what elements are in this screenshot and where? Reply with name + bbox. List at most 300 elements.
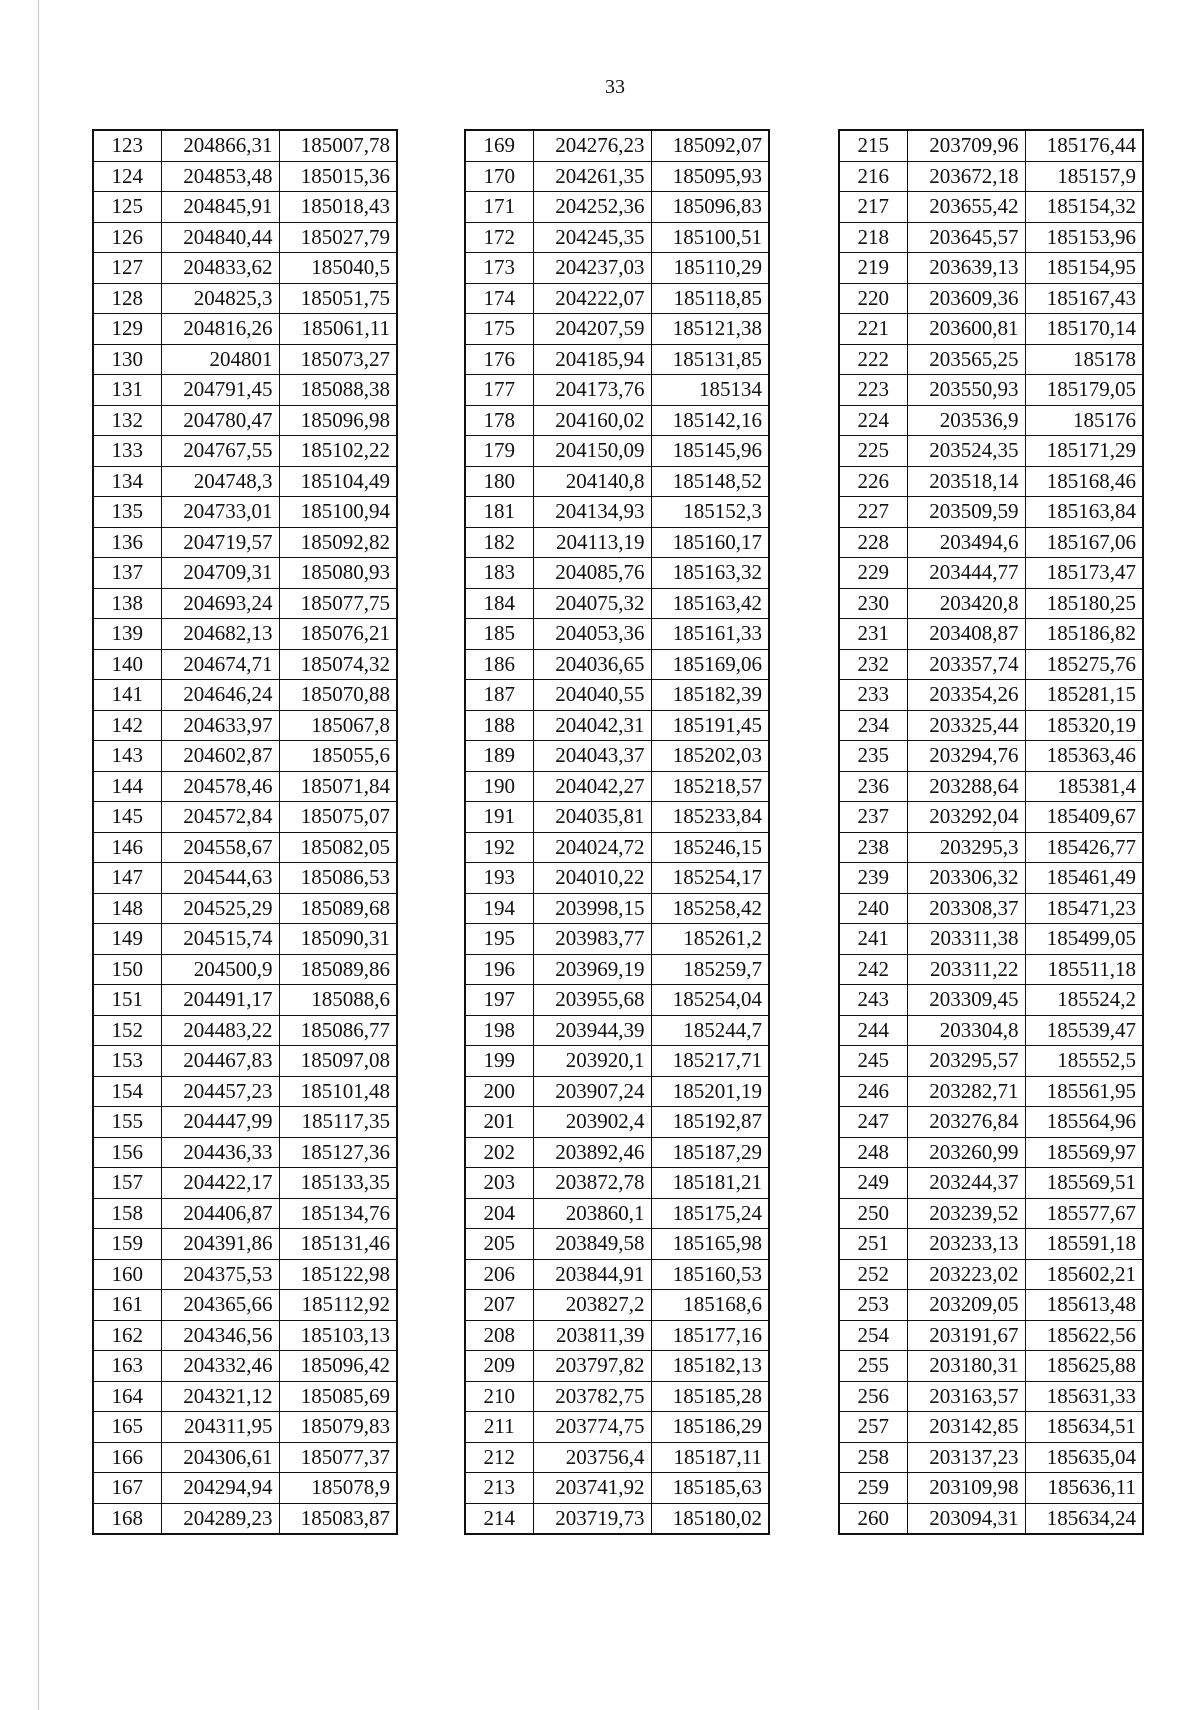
x-coordinate-cell: 203311,38: [907, 924, 1025, 955]
x-coordinate-cell: 203983,77: [533, 924, 651, 955]
y-coordinate-cell: 185160,17: [651, 527, 769, 558]
y-coordinate-cell: 185613,48: [1025, 1290, 1143, 1321]
point-number-cell: 198: [465, 1015, 533, 1046]
x-coordinate-cell: 204682,13: [161, 619, 279, 650]
x-coordinate-cell: 203354,26: [907, 680, 1025, 711]
x-coordinate-cell: 203524,35: [907, 436, 1025, 467]
table-row: [465, 802, 769, 833]
y-coordinate-cell: 185027,79: [279, 222, 397, 253]
point-number-cell: 126: [93, 222, 161, 253]
x-coordinate-cell: 203827,2: [533, 1290, 651, 1321]
table-row: [465, 924, 769, 955]
table-row: [465, 832, 769, 863]
y-coordinate-cell: 185187,29: [651, 1137, 769, 1168]
y-coordinate-cell: 185261,2: [651, 924, 769, 955]
point-number-cell: 212: [465, 1442, 533, 1473]
x-coordinate-cell: 203955,68: [533, 985, 651, 1016]
y-coordinate-cell: 185192,87: [651, 1107, 769, 1138]
y-coordinate-cell: 185165,98: [651, 1229, 769, 1260]
point-number-cell: 138: [93, 588, 161, 619]
table-row: [465, 1259, 769, 1290]
y-coordinate-cell: 185118,85: [651, 283, 769, 314]
x-coordinate-cell: 203282,71: [907, 1076, 1025, 1107]
table-row: [839, 1046, 1143, 1077]
table-row: [465, 741, 769, 772]
x-coordinate-cell: 204833,62: [161, 253, 279, 284]
point-number-cell: 237: [839, 802, 907, 833]
x-coordinate-cell: 203920,1: [533, 1046, 651, 1077]
point-number-cell: 228: [839, 527, 907, 558]
point-number-cell: 142: [93, 710, 161, 741]
table-row: [93, 985, 397, 1016]
table-row: [839, 527, 1143, 558]
point-number-cell: 238: [839, 832, 907, 863]
point-number-cell: 217: [839, 192, 907, 223]
table-row: [839, 863, 1143, 894]
x-coordinate-cell: 204185,94: [533, 344, 651, 375]
y-coordinate-cell: 185591,18: [1025, 1229, 1143, 1260]
y-coordinate-cell: 185089,86: [279, 954, 397, 985]
table-row: [839, 497, 1143, 528]
x-coordinate-cell: 203494,6: [907, 527, 1025, 558]
table-row: [465, 253, 769, 284]
table-row: [839, 344, 1143, 375]
point-number-cell: 221: [839, 314, 907, 345]
point-number-cell: 236: [839, 771, 907, 802]
point-number-cell: 183: [465, 558, 533, 589]
table-row: [465, 1229, 769, 1260]
point-number-cell: 147: [93, 863, 161, 894]
y-coordinate-cell: 185101,48: [279, 1076, 397, 1107]
x-coordinate-cell: 204237,03: [533, 253, 651, 284]
table-row: [839, 405, 1143, 436]
point-number-cell: 185: [465, 619, 533, 650]
x-coordinate-cell: 204010,22: [533, 863, 651, 894]
table-row: [839, 1442, 1143, 1473]
table-row: [93, 1168, 397, 1199]
table-row: [839, 253, 1143, 284]
table-row: [93, 344, 397, 375]
table-row: [465, 1503, 769, 1534]
x-coordinate-cell: 204467,83: [161, 1046, 279, 1077]
y-coordinate-cell: 185074,32: [279, 649, 397, 680]
x-coordinate-cell: 203944,39: [533, 1015, 651, 1046]
table-row: [465, 222, 769, 253]
table-row: [465, 863, 769, 894]
point-number-cell: 149: [93, 924, 161, 955]
y-coordinate-cell: 185381,4: [1025, 771, 1143, 802]
y-coordinate-cell: 185167,06: [1025, 527, 1143, 558]
x-coordinate-cell: 203408,87: [907, 619, 1025, 650]
table-row: [839, 192, 1143, 223]
x-coordinate-cell: 203444,77: [907, 558, 1025, 589]
table-row: [93, 130, 397, 161]
table-row: [93, 314, 397, 345]
y-coordinate-cell: 185086,53: [279, 863, 397, 894]
point-number-cell: 202: [465, 1137, 533, 1168]
table-row: [465, 466, 769, 497]
point-number-cell: 255: [839, 1351, 907, 1382]
point-number-cell: 127: [93, 253, 161, 284]
x-coordinate-cell: 203849,58: [533, 1229, 651, 1260]
point-number-cell: 182: [465, 527, 533, 558]
y-coordinate-cell: 185152,3: [651, 497, 769, 528]
point-number-cell: 220: [839, 283, 907, 314]
x-coordinate-cell: 203797,82: [533, 1351, 651, 1382]
table-row: [465, 1015, 769, 1046]
y-coordinate-cell: 185168,6: [651, 1290, 769, 1321]
y-coordinate-cell: 185086,77: [279, 1015, 397, 1046]
point-number-cell: 156: [93, 1137, 161, 1168]
x-coordinate-cell: 203292,04: [907, 802, 1025, 833]
y-coordinate-cell: 185082,05: [279, 832, 397, 863]
x-coordinate-cell: 204346,56: [161, 1320, 279, 1351]
point-number-cell: 211: [465, 1412, 533, 1443]
table-row: [465, 1107, 769, 1138]
x-coordinate-cell: 203655,42: [907, 192, 1025, 223]
point-number-cell: 203: [465, 1168, 533, 1199]
x-coordinate-cell: 203304,8: [907, 1015, 1025, 1046]
point-number-cell: 205: [465, 1229, 533, 1260]
y-coordinate-cell: 185244,7: [651, 1015, 769, 1046]
table-row: [93, 1290, 397, 1321]
y-coordinate-cell: 185075,07: [279, 802, 397, 833]
point-number-cell: 210: [465, 1381, 533, 1412]
table-row: [839, 1290, 1143, 1321]
table-row: [93, 680, 397, 711]
y-coordinate-cell: 185634,24: [1025, 1503, 1143, 1534]
y-coordinate-cell: 185275,76: [1025, 649, 1143, 680]
table-row: [465, 1320, 769, 1351]
point-number-cell: 242: [839, 954, 907, 985]
x-coordinate-cell: 203109,98: [907, 1473, 1025, 1504]
point-number-cell: 162: [93, 1320, 161, 1351]
y-coordinate-cell: 185281,15: [1025, 680, 1143, 711]
x-coordinate-cell: 204840,44: [161, 222, 279, 253]
table-row: [93, 1107, 397, 1138]
table-row: [839, 893, 1143, 924]
point-number-cell: 219: [839, 253, 907, 284]
y-coordinate-cell: 185100,51: [651, 222, 769, 253]
y-coordinate-cell: 185163,84: [1025, 497, 1143, 528]
x-coordinate-cell: 204693,24: [161, 588, 279, 619]
x-coordinate-cell: 204719,57: [161, 527, 279, 558]
table-row: [93, 436, 397, 467]
y-coordinate-cell: 185186,29: [651, 1412, 769, 1443]
x-coordinate-cell: 204483,22: [161, 1015, 279, 1046]
point-number-cell: 129: [93, 314, 161, 345]
y-coordinate-cell: 185182,13: [651, 1351, 769, 1382]
x-coordinate-cell: 204436,33: [161, 1137, 279, 1168]
table-row: [839, 283, 1143, 314]
point-number-cell: 125: [93, 192, 161, 223]
point-number-cell: 165: [93, 1412, 161, 1443]
table-row: [465, 1351, 769, 1382]
x-coordinate-cell: 203536,9: [907, 405, 1025, 436]
point-number-cell: 195: [465, 924, 533, 955]
point-number-cell: 155: [93, 1107, 161, 1138]
y-coordinate-cell: 185564,96: [1025, 1107, 1143, 1138]
table-row: [839, 222, 1143, 253]
x-coordinate-cell: 203600,81: [907, 314, 1025, 345]
table-row: [93, 1076, 397, 1107]
x-coordinate-cell: 203518,14: [907, 466, 1025, 497]
coordinates-table-3: [838, 129, 1144, 1535]
point-number-cell: 216: [839, 161, 907, 192]
table-row: [93, 832, 397, 863]
point-number-cell: 188: [465, 710, 533, 741]
point-number-cell: 168: [93, 1503, 161, 1534]
x-coordinate-cell: 203239,52: [907, 1198, 1025, 1229]
y-coordinate-cell: 185055,6: [279, 741, 397, 772]
table-row: [465, 192, 769, 223]
x-coordinate-cell: 204515,74: [161, 924, 279, 955]
x-coordinate-cell: 203163,57: [907, 1381, 1025, 1412]
y-coordinate-cell: 185076,21: [279, 619, 397, 650]
x-coordinate-cell: 203719,73: [533, 1503, 651, 1534]
table-row: [839, 1107, 1143, 1138]
x-coordinate-cell: 204391,86: [161, 1229, 279, 1260]
point-number-cell: 223: [839, 375, 907, 406]
point-number-cell: 144: [93, 771, 161, 802]
point-number-cell: 207: [465, 1290, 533, 1321]
x-coordinate-cell: 203294,76: [907, 741, 1025, 772]
point-number-cell: 187: [465, 680, 533, 711]
y-coordinate-cell: 185117,35: [279, 1107, 397, 1138]
y-coordinate-cell: 185131,85: [651, 344, 769, 375]
point-number-cell: 224: [839, 405, 907, 436]
y-coordinate-cell: 185092,07: [651, 130, 769, 161]
point-number-cell: 250: [839, 1198, 907, 1229]
y-coordinate-cell: 185067,8: [279, 710, 397, 741]
point-number-cell: 136: [93, 527, 161, 558]
table-row: [93, 1015, 397, 1046]
y-coordinate-cell: 185100,94: [279, 497, 397, 528]
table-row: [93, 863, 397, 894]
table-row: [465, 1198, 769, 1229]
table-row: [93, 1442, 397, 1473]
point-number-cell: 235: [839, 741, 907, 772]
x-coordinate-cell: 203233,13: [907, 1229, 1025, 1260]
y-coordinate-cell: 185103,13: [279, 1320, 397, 1351]
table-row: [93, 466, 397, 497]
table-row: [93, 741, 397, 772]
y-coordinate-cell: 185170,14: [1025, 314, 1143, 345]
table-row: [465, 710, 769, 741]
point-number-cell: 151: [93, 985, 161, 1016]
x-coordinate-cell: 203907,24: [533, 1076, 651, 1107]
point-number-cell: 234: [839, 710, 907, 741]
point-number-cell: 169: [465, 130, 533, 161]
table-row: [465, 375, 769, 406]
y-coordinate-cell: 185602,21: [1025, 1259, 1143, 1290]
point-number-cell: 200: [465, 1076, 533, 1107]
y-coordinate-cell: 185173,47: [1025, 558, 1143, 589]
y-coordinate-cell: 185131,46: [279, 1229, 397, 1260]
y-coordinate-cell: 185122,98: [279, 1259, 397, 1290]
table-row: [93, 619, 397, 650]
left-margin-scan-line: [38, 0, 39, 1710]
table-row: [839, 1198, 1143, 1229]
table-row: [93, 1046, 397, 1077]
table-row: [465, 893, 769, 924]
y-coordinate-cell: 185635,04: [1025, 1442, 1143, 1473]
x-coordinate-cell: 204578,46: [161, 771, 279, 802]
y-coordinate-cell: 185246,15: [651, 832, 769, 863]
point-number-cell: 157: [93, 1168, 161, 1199]
x-coordinate-cell: 203756,4: [533, 1442, 651, 1473]
table-row: [839, 1015, 1143, 1046]
x-coordinate-cell: 204767,55: [161, 436, 279, 467]
table-row: [93, 527, 397, 558]
x-coordinate-cell: 204674,71: [161, 649, 279, 680]
x-coordinate-cell: 204040,55: [533, 680, 651, 711]
x-coordinate-cell: 203180,31: [907, 1351, 1025, 1382]
x-coordinate-cell: 204709,31: [161, 558, 279, 589]
point-number-cell: 150: [93, 954, 161, 985]
y-coordinate-cell: 185539,47: [1025, 1015, 1143, 1046]
point-number-cell: 180: [465, 466, 533, 497]
x-coordinate-cell: 203872,78: [533, 1168, 651, 1199]
table-row: [839, 161, 1143, 192]
point-number-cell: 214: [465, 1503, 533, 1534]
point-number-cell: 184: [465, 588, 533, 619]
point-number-cell: 253: [839, 1290, 907, 1321]
x-coordinate-cell: 204289,23: [161, 1503, 279, 1534]
x-coordinate-cell: 204042,31: [533, 710, 651, 741]
table-row: [93, 954, 397, 985]
point-number-cell: 239: [839, 863, 907, 894]
point-number-cell: 247: [839, 1107, 907, 1138]
y-coordinate-cell: 185148,52: [651, 466, 769, 497]
table-row: [93, 710, 397, 741]
y-coordinate-cell: 185070,88: [279, 680, 397, 711]
table-row: [465, 344, 769, 375]
y-coordinate-cell: 185176,44: [1025, 130, 1143, 161]
x-coordinate-cell: 204150,09: [533, 436, 651, 467]
table-row: [839, 558, 1143, 589]
y-coordinate-cell: 185061,11: [279, 314, 397, 345]
table-row: [465, 649, 769, 680]
x-coordinate-cell: 203309,45: [907, 985, 1025, 1016]
x-coordinate-cell: 204825,3: [161, 283, 279, 314]
x-coordinate-cell: 204602,87: [161, 741, 279, 772]
point-number-cell: 145: [93, 802, 161, 833]
table-row: [93, 1503, 397, 1534]
x-coordinate-cell: 204222,07: [533, 283, 651, 314]
point-number-cell: 131: [93, 375, 161, 406]
y-coordinate-cell: 185104,49: [279, 466, 397, 497]
x-coordinate-cell: 204276,23: [533, 130, 651, 161]
table-row: [839, 1412, 1143, 1443]
x-coordinate-cell: 204544,63: [161, 863, 279, 894]
point-number-cell: 170: [465, 161, 533, 192]
table-row: [465, 1442, 769, 1473]
point-number-cell: 199: [465, 1046, 533, 1077]
x-coordinate-cell: 203191,67: [907, 1320, 1025, 1351]
table-row: [465, 1381, 769, 1412]
x-coordinate-cell: 204791,45: [161, 375, 279, 406]
y-coordinate-cell: 185110,29: [651, 253, 769, 284]
y-coordinate-cell: 185133,35: [279, 1168, 397, 1199]
y-coordinate-cell: 185153,96: [1025, 222, 1143, 253]
point-number-cell: 231: [839, 619, 907, 650]
point-number-cell: 243: [839, 985, 907, 1016]
point-number-cell: 232: [839, 649, 907, 680]
table-row: [839, 1473, 1143, 1504]
point-number-cell: 124: [93, 161, 161, 192]
x-coordinate-cell: 204207,59: [533, 314, 651, 345]
y-coordinate-cell: 185088,38: [279, 375, 397, 406]
y-coordinate-cell: 185471,23: [1025, 893, 1143, 924]
x-coordinate-cell: 204816,26: [161, 314, 279, 345]
y-coordinate-cell: 185040,5: [279, 253, 397, 284]
table-row: [465, 771, 769, 802]
table-row: [839, 130, 1143, 161]
y-coordinate-cell: 185175,24: [651, 1198, 769, 1229]
x-coordinate-cell: 203998,15: [533, 893, 651, 924]
table-row: [93, 1259, 397, 1290]
table-row: [465, 314, 769, 345]
x-coordinate-cell: 203811,39: [533, 1320, 651, 1351]
y-coordinate-cell: 185134,76: [279, 1198, 397, 1229]
y-coordinate-cell: 185077,37: [279, 1442, 397, 1473]
x-coordinate-cell: 204075,32: [533, 588, 651, 619]
table-row: [839, 1076, 1143, 1107]
coordinates-table-1: [92, 129, 398, 1535]
x-coordinate-cell: 204311,95: [161, 1412, 279, 1443]
point-number-cell: 241: [839, 924, 907, 955]
x-coordinate-cell: 203774,75: [533, 1412, 651, 1443]
table-row: [93, 497, 397, 528]
y-coordinate-cell: 185179,05: [1025, 375, 1143, 406]
point-number-cell: 179: [465, 436, 533, 467]
point-number-cell: 175: [465, 314, 533, 345]
table-row: [93, 802, 397, 833]
x-coordinate-cell: 204853,48: [161, 161, 279, 192]
point-number-cell: 153: [93, 1046, 161, 1077]
y-coordinate-cell: 185499,05: [1025, 924, 1143, 955]
y-coordinate-cell: 185177,16: [651, 1320, 769, 1351]
x-coordinate-cell: 203308,37: [907, 893, 1025, 924]
x-coordinate-cell: 204306,61: [161, 1442, 279, 1473]
y-coordinate-cell: 185096,42: [279, 1351, 397, 1382]
table-row: [465, 130, 769, 161]
x-coordinate-cell: 203094,31: [907, 1503, 1025, 1534]
x-coordinate-cell: 204252,36: [533, 192, 651, 223]
x-coordinate-cell: 203137,23: [907, 1442, 1025, 1473]
y-coordinate-cell: 185259,7: [651, 954, 769, 985]
x-coordinate-cell: 204294,94: [161, 1473, 279, 1504]
y-coordinate-cell: 185078,9: [279, 1473, 397, 1504]
y-coordinate-cell: 185577,67: [1025, 1198, 1143, 1229]
x-coordinate-cell: 203209,05: [907, 1290, 1025, 1321]
y-coordinate-cell: 185320,19: [1025, 710, 1143, 741]
point-number-cell: 226: [839, 466, 907, 497]
point-number-cell: 163: [93, 1351, 161, 1382]
y-coordinate-cell: 185095,93: [651, 161, 769, 192]
point-number-cell: 246: [839, 1076, 907, 1107]
point-number-cell: 139: [93, 619, 161, 650]
y-coordinate-cell: 185077,75: [279, 588, 397, 619]
y-coordinate-cell: 185202,03: [651, 741, 769, 772]
y-coordinate-cell: 185201,19: [651, 1076, 769, 1107]
table-row: [465, 405, 769, 436]
point-number-cell: 133: [93, 436, 161, 467]
y-coordinate-cell: 185524,2: [1025, 985, 1143, 1016]
point-number-cell: 222: [839, 344, 907, 375]
point-number-cell: 192: [465, 832, 533, 863]
